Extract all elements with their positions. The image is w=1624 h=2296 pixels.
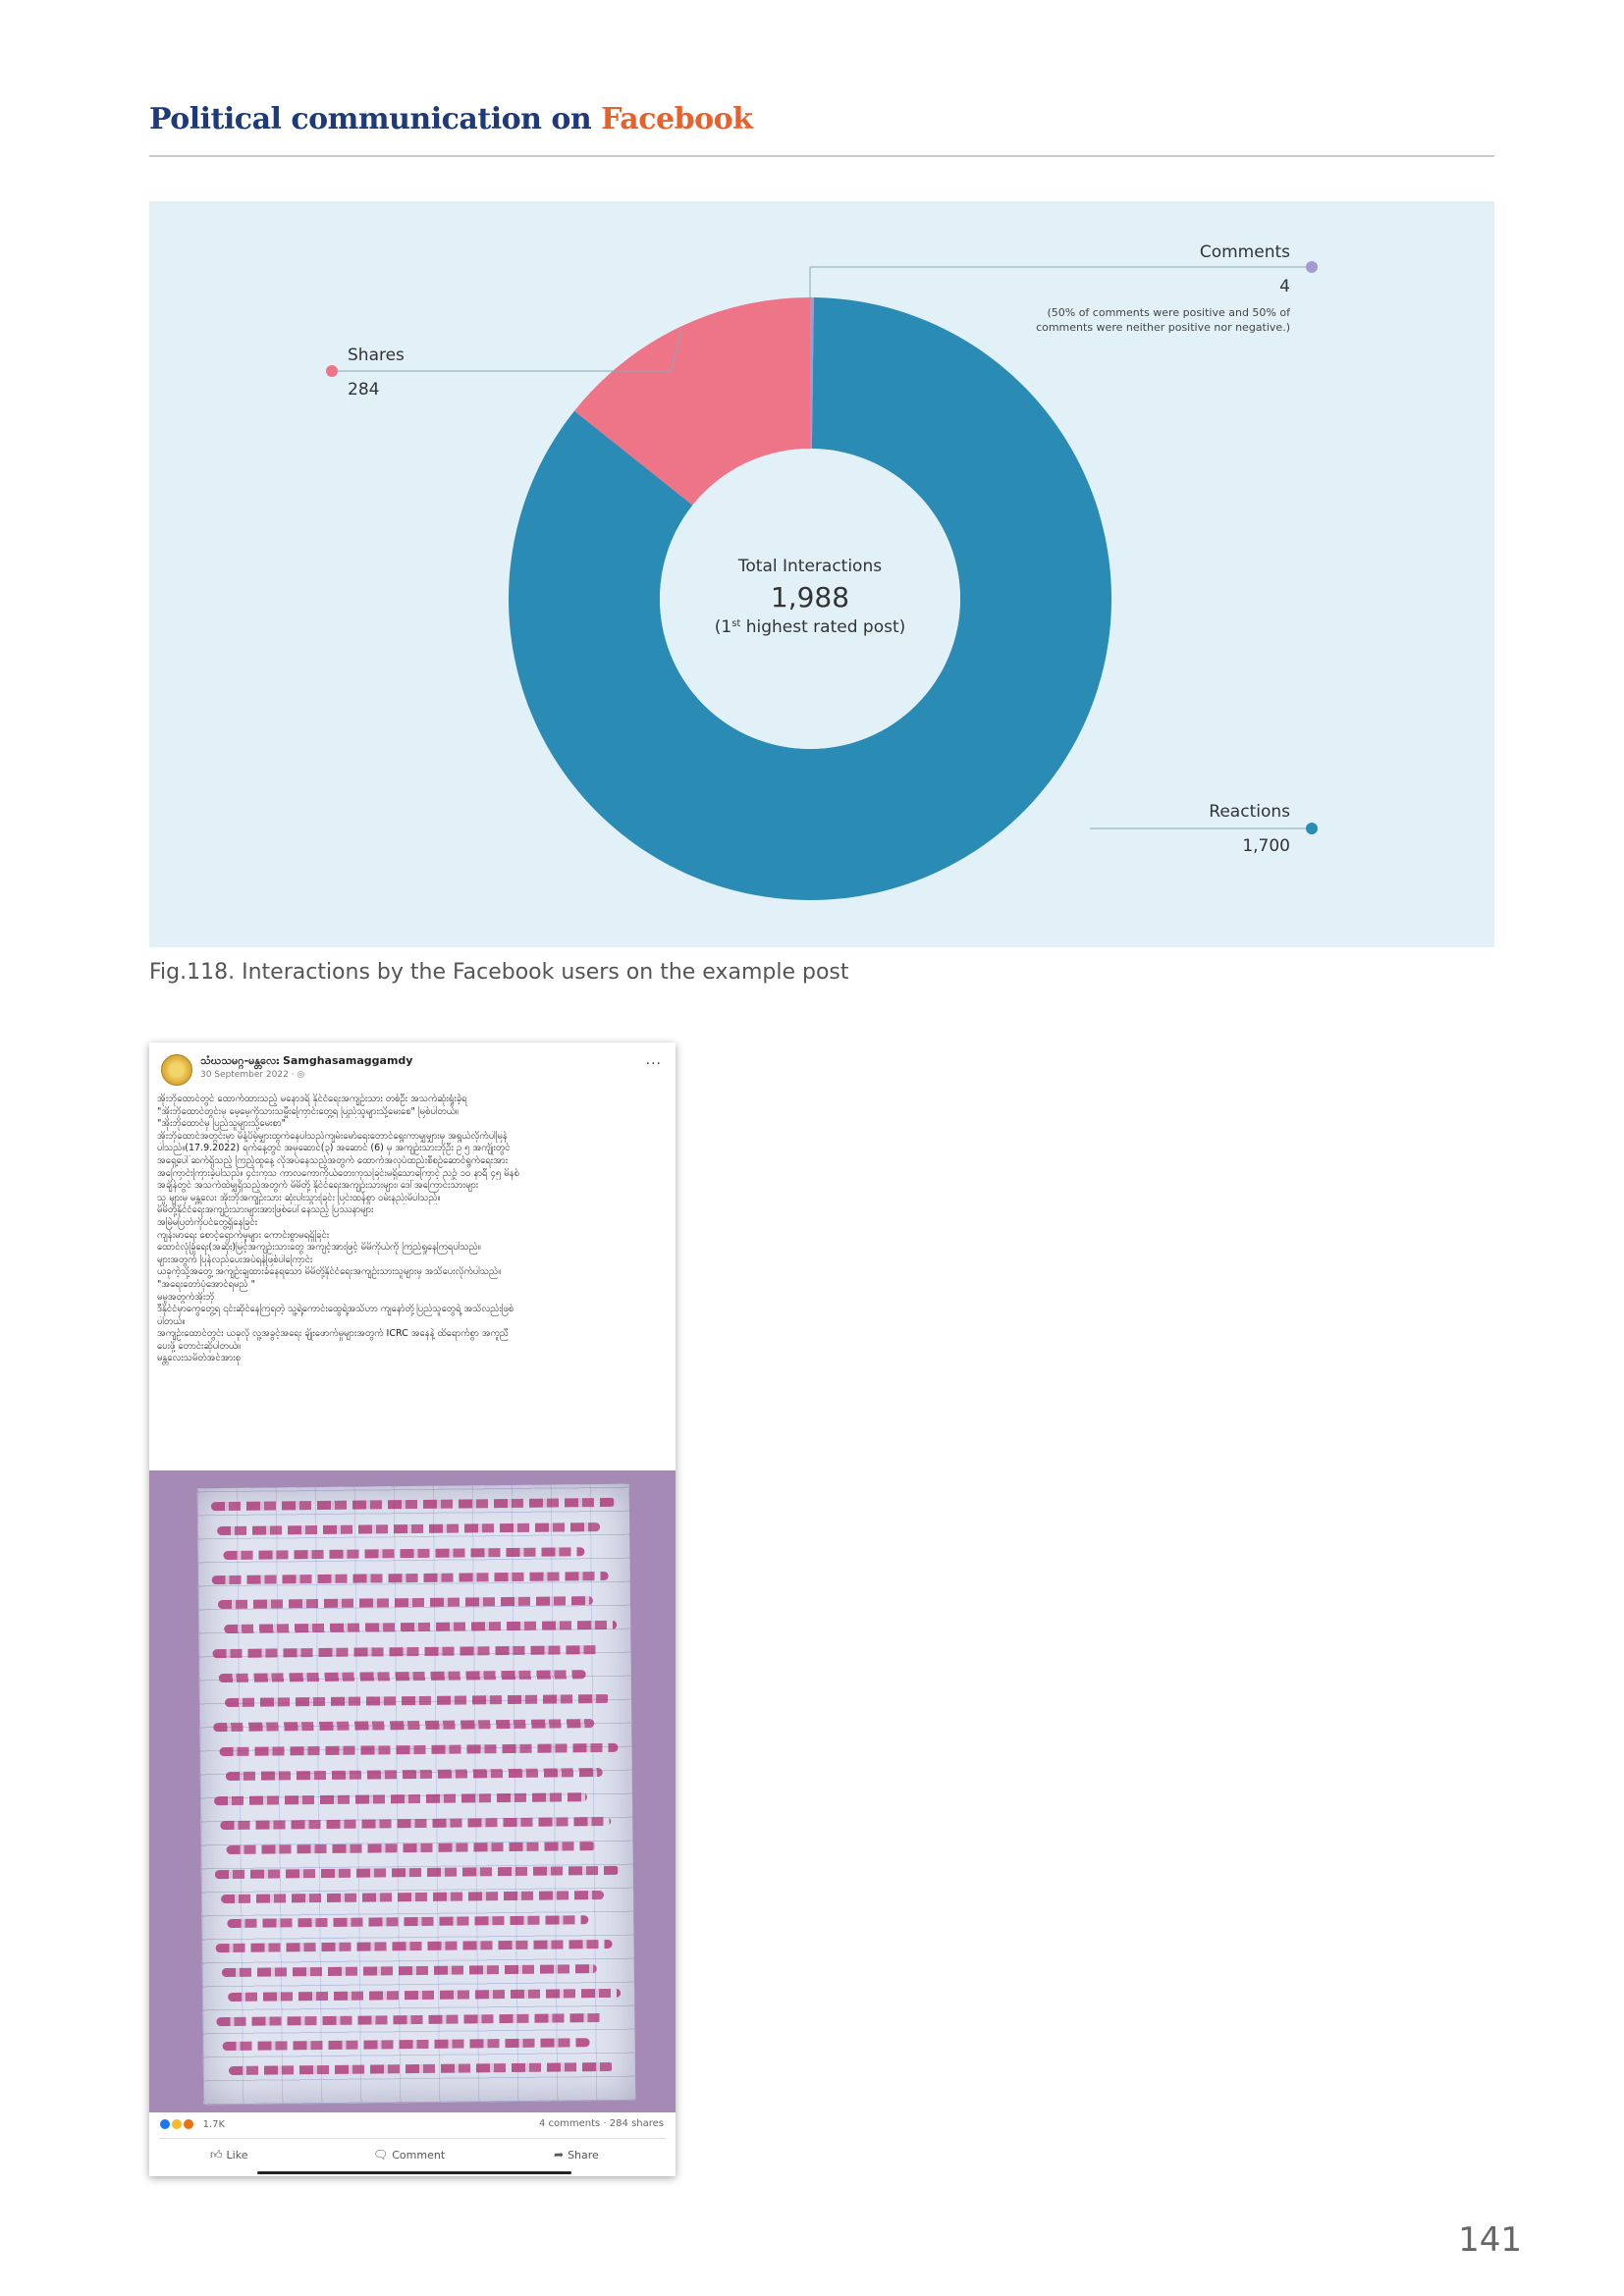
handwriting-stroke [223, 1547, 584, 1560]
post-text-line: သူ များမှ မန္တလေး အိုးဘိုအကျဉ်းသား ဆုံးပါးသွားခြင်း ပြင်းထန်စွာ ဝမ်းနည်းမိပါသည်။ [157, 1192, 441, 1203]
shares-value: 284 [348, 380, 380, 400]
more-options-icon: ··· [645, 1056, 662, 1072]
handwriting-stroke [216, 1940, 613, 1952]
video-progress-bar [257, 2171, 571, 2174]
post-text-line: ဒီနိုင်ငံမှာကွေတွေ့ရ ၎င်းဆိုင်နေကြရတဲ့ သူ့ရဲ့ကောင်းထွေရဲ့အသိဟာ ကျနော်တို့ပြည်သူတွေရဲ့ အသိလည်းဖြစ် [157, 1304, 514, 1315]
handwritten-letter-paper [197, 1484, 636, 2106]
like-reaction-icon [159, 2118, 171, 2130]
footer-divider [159, 2138, 666, 2139]
post-text-line: ပေးဖို့ တောင်းဆိုပါတယ်။ [157, 1340, 242, 1352]
facebook-post-screenshot [149, 1042, 676, 2176]
reactions-value: 1,700 [1242, 836, 1290, 856]
header-divider [149, 155, 1494, 157]
comments-note: (50% of comments were positive and 50% of [1047, 306, 1290, 319]
post-text-line: "အရေးတော်ပုံအောင်ရမည် " [157, 1278, 255, 1290]
handwriting-stroke [228, 1989, 621, 2002]
handwriting-stroke [218, 1596, 593, 1609]
comments-marker [1306, 261, 1318, 273]
comments-note: comments were neither positive nor negative.) [1036, 321, 1290, 334]
handwriting-stroke [222, 1964, 597, 1977]
comment-label: Comment [392, 2149, 446, 2162]
post-text-line: "အိုးဘိုထောင်တွင်းမှ မေ့မေ့ကိုသားသမ္မီးကြောင်းတွေ့ရ ပြည်သူများသို့မေးစေ" မြစ်ပါတယ်။ [157, 1105, 459, 1117]
comment-action [373, 2148, 445, 2162]
like-action [210, 2148, 247, 2163]
post-text-line: "အိုးဘိုထောင်မှ ပြည်သူများသို့မေးစာ" [157, 1118, 287, 1130]
interactions-donut-chart [149, 201, 1494, 947]
share-action [554, 2148, 599, 2162]
post-date: 30 September 2022 · ◎ [200, 1070, 305, 1080]
post-text-line: အမြဲမပြတ်ကိုပင်တွေ့ရှိနေခြင်း [157, 1216, 257, 1228]
handwriting-stroke [219, 1743, 618, 1756]
reactions-label: Reactions [1209, 802, 1290, 822]
comments-label: Comments [1199, 242, 1290, 262]
donut-chart-svg [149, 201, 1494, 947]
shares-marker [326, 365, 338, 377]
handwriting-stroke [215, 1866, 620, 1879]
comments-leader-line [810, 267, 1308, 297]
post-text-line: အိုးဘိုထောင်တွင် ထောက်ထားသည့် မနောဒရိ နိုင်ငံရေးအကျဉ်းသား တစ်ဦး အသက်ဆုံးရှုံးခဲ့ရ [157, 1094, 467, 1104]
share-label: Share [568, 2149, 599, 2162]
thumbs-up-icon: 👍︎ [210, 2148, 223, 2162]
page-number: 141 [1458, 2220, 1522, 2260]
post-author: သံဃသမဂ္ဂ-မန္တလေး Samghasamaggamdy [200, 1054, 413, 1067]
handwriting-stroke [225, 1694, 610, 1707]
reactions-count: 1.7K [202, 2119, 226, 2130]
page-avatar [161, 1054, 192, 1086]
handwriting-stroke [213, 1719, 594, 1732]
handwriting-stroke [227, 1915, 588, 1928]
handwriting-stroke [220, 1817, 611, 1830]
center-label: Total Interactions [737, 557, 883, 576]
share-arrow-icon: ➦ [554, 2148, 565, 2162]
post-footer [149, 2112, 676, 2176]
post-text-line: မိမိတို့နိုင်ငံရေးအကျဉ်းသားများအားဖြစ်ပေါ်နေသည့် ပြဿနာများ [157, 1204, 374, 1216]
post-text-line: ပါတယ်။ [157, 1315, 186, 1327]
like-label: Like [226, 2149, 248, 2162]
post-body-text [157, 1094, 668, 1514]
center-note: (1st highest rated post) [714, 617, 906, 637]
handwriting-stroke [226, 1768, 603, 1781]
shares-label: Shares [348, 346, 405, 365]
handwriting-stroke [212, 1645, 601, 1658]
reactions-summary [159, 2118, 225, 2130]
comments-shares-count: 4 comments · 284 shares [539, 2118, 664, 2129]
handwriting-stroke [227, 1842, 596, 1854]
page-header-title [149, 102, 752, 136]
figure-caption: Fig.118. Interactions by the Facebook users on the example post [149, 960, 849, 985]
post-text-line: အကျဉ်းထောင်တွင်း ယခုလို လူ့အခွင့်အရေး ချိုးဖောက်မှုများအတွက် ICRC အနေနဲ့ ထိရောက်စွာ အကူညီ [157, 1328, 509, 1340]
post-text-line: အချိန်တွင် အသက်ထဲမျှရှိသည့်အတွက် မိမိတို့ နိုင်ငံရေးအကျဉ်းသားများ၊ ဒေါ်အကြောင်းသားများ [157, 1180, 479, 1192]
post-text-line: အကြောင်းကြားခဲ့ပါသည်။ ၄င်းကုသ ကာလကောကိုယ်တေးကုသခြင်းမရှိသောကြောင့် ညဉ့် ၁၀ နာရီ ၄၅ မိနစ် [157, 1167, 519, 1179]
handwriting-stroke [219, 1670, 586, 1682]
center-value: 1,988 [770, 581, 850, 614]
post-text-line: မမှုအတွက်အိုးဘို [157, 1291, 215, 1303]
handwriting-stroke [211, 1498, 616, 1511]
post-text-line: ပါသည်။(17.9.2022) ရက်နေ့တွင် အမှဆောင်(၃) အဆောင် (6) မှ အကျဉ်းသားဘိုဦး ဥ ၅ အကျိုးတွင် [157, 1143, 511, 1154]
handwriting-stroke [229, 2062, 614, 2075]
post-text-line: ထောင်လုံခြုံရေး(အဆိုး)မြင့်အကျဉ်းသားတွေ အကျင့်အားဖြင့် မိမိကိုယ်ကို ကြည်ရှုနေကြရပါသည်။ [157, 1242, 481, 1254]
header-title-main: Political communication on [149, 102, 592, 136]
comments-value: 4 [1279, 277, 1290, 296]
post-text-line: မန္တလေးသမိတ်အင်အားစု [157, 1353, 242, 1364]
handwriting-stroke [221, 1891, 604, 1903]
post-photo-handwritten-letter [149, 1470, 676, 2112]
post-text-line: ကျန်းမာရေး စောင့်ရှောက်မှုများ ကောင်းစွာမရရှိခြင်း [157, 1229, 330, 1241]
handwriting-stroke [223, 2038, 590, 2051]
speech-bubble-icon: 🗨︎ [373, 2148, 389, 2162]
post-header [157, 1050, 668, 1086]
handwriting-stroke [214, 1792, 587, 1805]
sad-reaction-icon [171, 2118, 183, 2130]
post-text-line: ယခုကဲ့သို့အတွေ့ အကျဉ်းချထားခံနေရသော မိမိတို့နိုင်ငံရေးအကျဉ်းသားသူများမှ အသိပေးလိုက်ပါသည်။ [157, 1266, 502, 1278]
post-text-line: အရှေ့ပေါ်ဆက်ရှိသည့် ကြည့်ထူနေ့ လိုအပ်နေသည့်အတွက် ထောက်အလုပ်ထည်းစီစဉ်ဆောင်ရွက်ရေးအား [157, 1154, 509, 1166]
header-title-accent: Facebook [601, 102, 753, 136]
handwriting-stroke [217, 1522, 600, 1535]
handwriting-stroke [224, 1621, 617, 1633]
reactions-marker [1306, 823, 1318, 834]
handwriting-stroke [216, 2013, 605, 2026]
angry-reaction-icon [183, 2118, 194, 2130]
handwriting-stroke [212, 1572, 609, 1584]
post-text-line: အိုးဘိုထောင်အတွင်းမှာ မိန့်ပိမ့်မျှားထွက်နေပါသည်ကျမ်းမော်ရေးတောင်ရွေးကာမျှမျှားမှ အရွယ်လိုက်ပါမြန် [157, 1130, 508, 1142]
post-text-line: များအတွက် ပြန်လည်ပေးအပ်ရန်ဖြစ်ပါကြောင်း [157, 1254, 313, 1265]
